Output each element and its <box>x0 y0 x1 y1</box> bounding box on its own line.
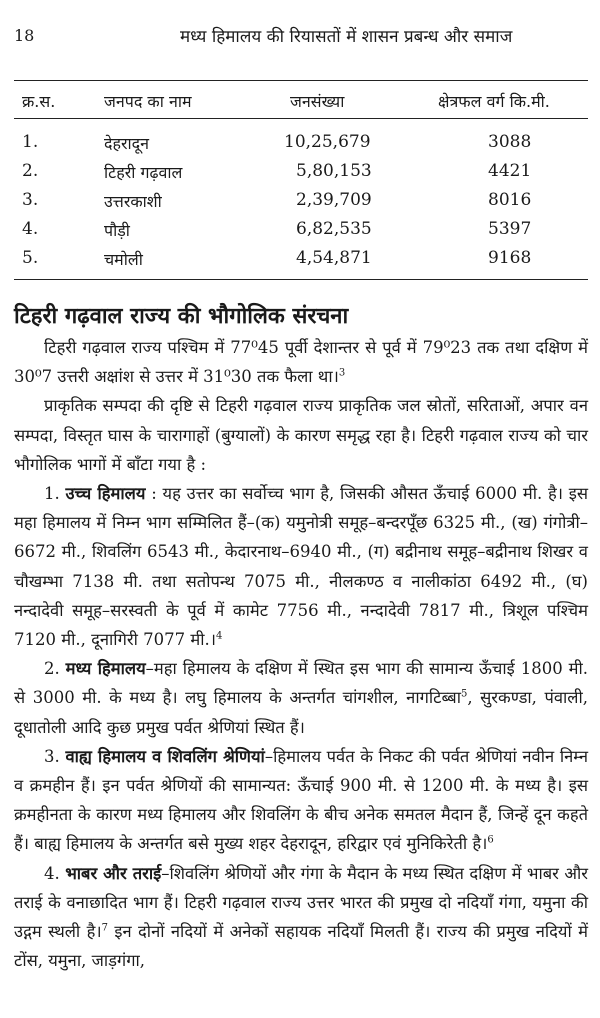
row-population: 4,54,871 <box>296 248 372 268</box>
item-number: 3. <box>44 746 60 766</box>
row-population: 2,39,709 <box>296 190 372 210</box>
footnote-ref: 5 <box>460 688 468 700</box>
item-text: –शिवलिंग श्रेणियों और गंगा के मैदान के मध्य स्थित दक्षिण में भाबर और तराई के वनाछादित भाग हैं। टिहरी गढ़वाल राज्य उत्तर भारत की प्रमुख दो नदियाँ गंगा, यमुना की उद्गम स्थली है। <box>14 863 588 942</box>
row-area: 9168 <box>488 248 532 268</box>
item-middle-himalaya <box>14 654 588 742</box>
item-term: वाह्य हिमालय व शिवलिंग श्रेणियां <box>65 746 265 766</box>
row-district: देहरादून <box>104 134 150 153</box>
item-text-continued: , सुरकण्डा, पंवाली, दूधातोली आदि कुछ प्रमुख पर्वत श्रेणियां स्थित हैं। <box>14 688 588 737</box>
table-header-area: क्षेत्रफल वर्ग कि.मी. <box>438 92 550 111</box>
row-population: 6,82,535 <box>296 219 372 239</box>
item-high-himalaya <box>14 479 588 654</box>
row-district: टिहरी गढ़वाल <box>104 163 183 182</box>
row-sn: 4. <box>22 219 39 239</box>
row-sn: 5. <box>22 248 39 268</box>
item-text: : यह उत्तर का सर्वोच्च भाग है, जिसकी औसत ऊँचाई 6000 मी. है। इस महा हिमालय में निम्न भाग सम्मिलित हैं–(क) यमुनोत्री समूह–बन्दरपूँछ 6325 मी., (ख) गंगोत्री–6672 मी., शिवलिंग 6543 मी., केदारनाथ–6940 मी., (ग) बद्रीनाथ समूह–बद्रीनाथ शिखर व चौखम्भा 7138 मी. तथा सतोपन्थ 7075 मी., नीलकण्ठ व नालीकांठा 6492 मी., (घ) नन्दादेवी समूह–सरस्वती के पूर्व में कामेट 7756 मी., नन्दादेवी 7817 मी., त्रिशूल पश्चिम 7120 मी., दूनागिरी 7077 मी.। <box>14 484 589 650</box>
row-district: चमोली <box>104 250 143 269</box>
row-population: 5,80,153 <box>296 161 372 181</box>
running-head: मध्य हिमालय की रियासतों में शासन प्रबन्ध और समाज <box>180 27 513 47</box>
row-area: 3088 <box>488 132 532 152</box>
item-term: उच्च हिमालय <box>65 484 146 504</box>
footnote-ref: 4 <box>216 630 223 642</box>
footnote-ref: 6 <box>487 834 494 846</box>
row-area: 8016 <box>488 190 532 210</box>
row-sn: 2. <box>22 161 39 181</box>
paragraph-text: प्राकृतिक सम्पदा की दृष्टि से टिहरी गढ़वाल राज्य प्राकृतिक जल स्रोतों, सरिताओं, अपार वन सम्पदा, विस्तृत घास के चारागाहों (बुग्यालों) के कारण समृद्ध रहा है। टिहरी गढ़वाल राज्य को चार भौगोलिक भागों में बाँटा गया है : <box>14 396 588 474</box>
page-number: 18 <box>14 26 35 45</box>
paragraph-text: टिहरी गढ़वाल राज्य पश्चिम में 77⁰45 पूर्वी देशान्तर से पूर्व में 79⁰23 तक तथा दक्षिण में 30⁰7 उत्तरी अक्षांश से उत्तर में 31⁰30 तक फैला था। <box>14 338 588 387</box>
item-outer-himalaya <box>14 742 588 859</box>
footnote-ref: 7 <box>101 922 108 934</box>
table-bottom-rule <box>14 279 588 280</box>
item-number: 4. <box>44 863 60 883</box>
table-header-population: जनसंख्या <box>290 92 345 111</box>
item-term: भाबर और तराई <box>65 863 162 883</box>
paragraph-resources <box>14 391 588 479</box>
item-text: –हिमालय पर्वत के निकट की पर्वत श्रेणियां नवीन निम्न व क्रमहीन हैं। इन पर्वत श्रेणियों की सामान्यत: ऊँचाई 900 मी. से 1200 मी. के मध्य है। इस क्रमहीनता के कारण मध्य हिमालय और शिवलिंग के बीच अनेक समतल मैदान हैं, जिन्हें दून कहते हैं। बाह्य हिमालय के अन्तर्गत बसे मुख्य शहर देहरादून, हरिद्वार एवं मुनिकिरेती है। <box>14 746 588 854</box>
table-header-sn: क्र.स. <box>22 92 56 111</box>
item-text: –महा हिमालय के दक्षिण में स्थित इस भाग की सामान्य ऊँचाई 1800 मी. से 3000 मी. के मध्य है। लघु हिमालय के अन्तर्गत चांगशील, नागटिब्बा <box>14 659 588 708</box>
item-bhabar-terai <box>14 859 588 976</box>
row-population: 10,25,679 <box>284 132 371 152</box>
body-text <box>14 333 588 975</box>
row-area: 4421 <box>488 161 532 181</box>
table-header-district: जनपद का नाम <box>104 92 192 111</box>
row-district: उत्तरकाशी <box>104 192 162 211</box>
item-number: 1. <box>44 484 60 504</box>
paragraph-extent <box>14 333 588 391</box>
item-number: 2. <box>44 659 60 679</box>
row-area: 5397 <box>488 219 532 239</box>
item-text-continued: इन दोनों नदियों में अनेकों सहायक नदियाँ मिलती हैं। राज्य की प्रमुख नदियों में टोंस, यमुना, जाड़गंगा, <box>14 922 588 971</box>
table-header-rule <box>14 118 588 119</box>
table-top-rule <box>14 80 588 81</box>
item-term: मध्य हिमालय <box>65 659 146 679</box>
row-district: पौड़ी <box>104 221 130 240</box>
row-sn: 1. <box>22 132 39 152</box>
section-heading: टिहरी गढ़वाल राज्य की भौगोलिक संरचना <box>14 303 349 329</box>
footnote-ref: 3 <box>338 367 346 379</box>
row-sn: 3. <box>22 190 39 210</box>
